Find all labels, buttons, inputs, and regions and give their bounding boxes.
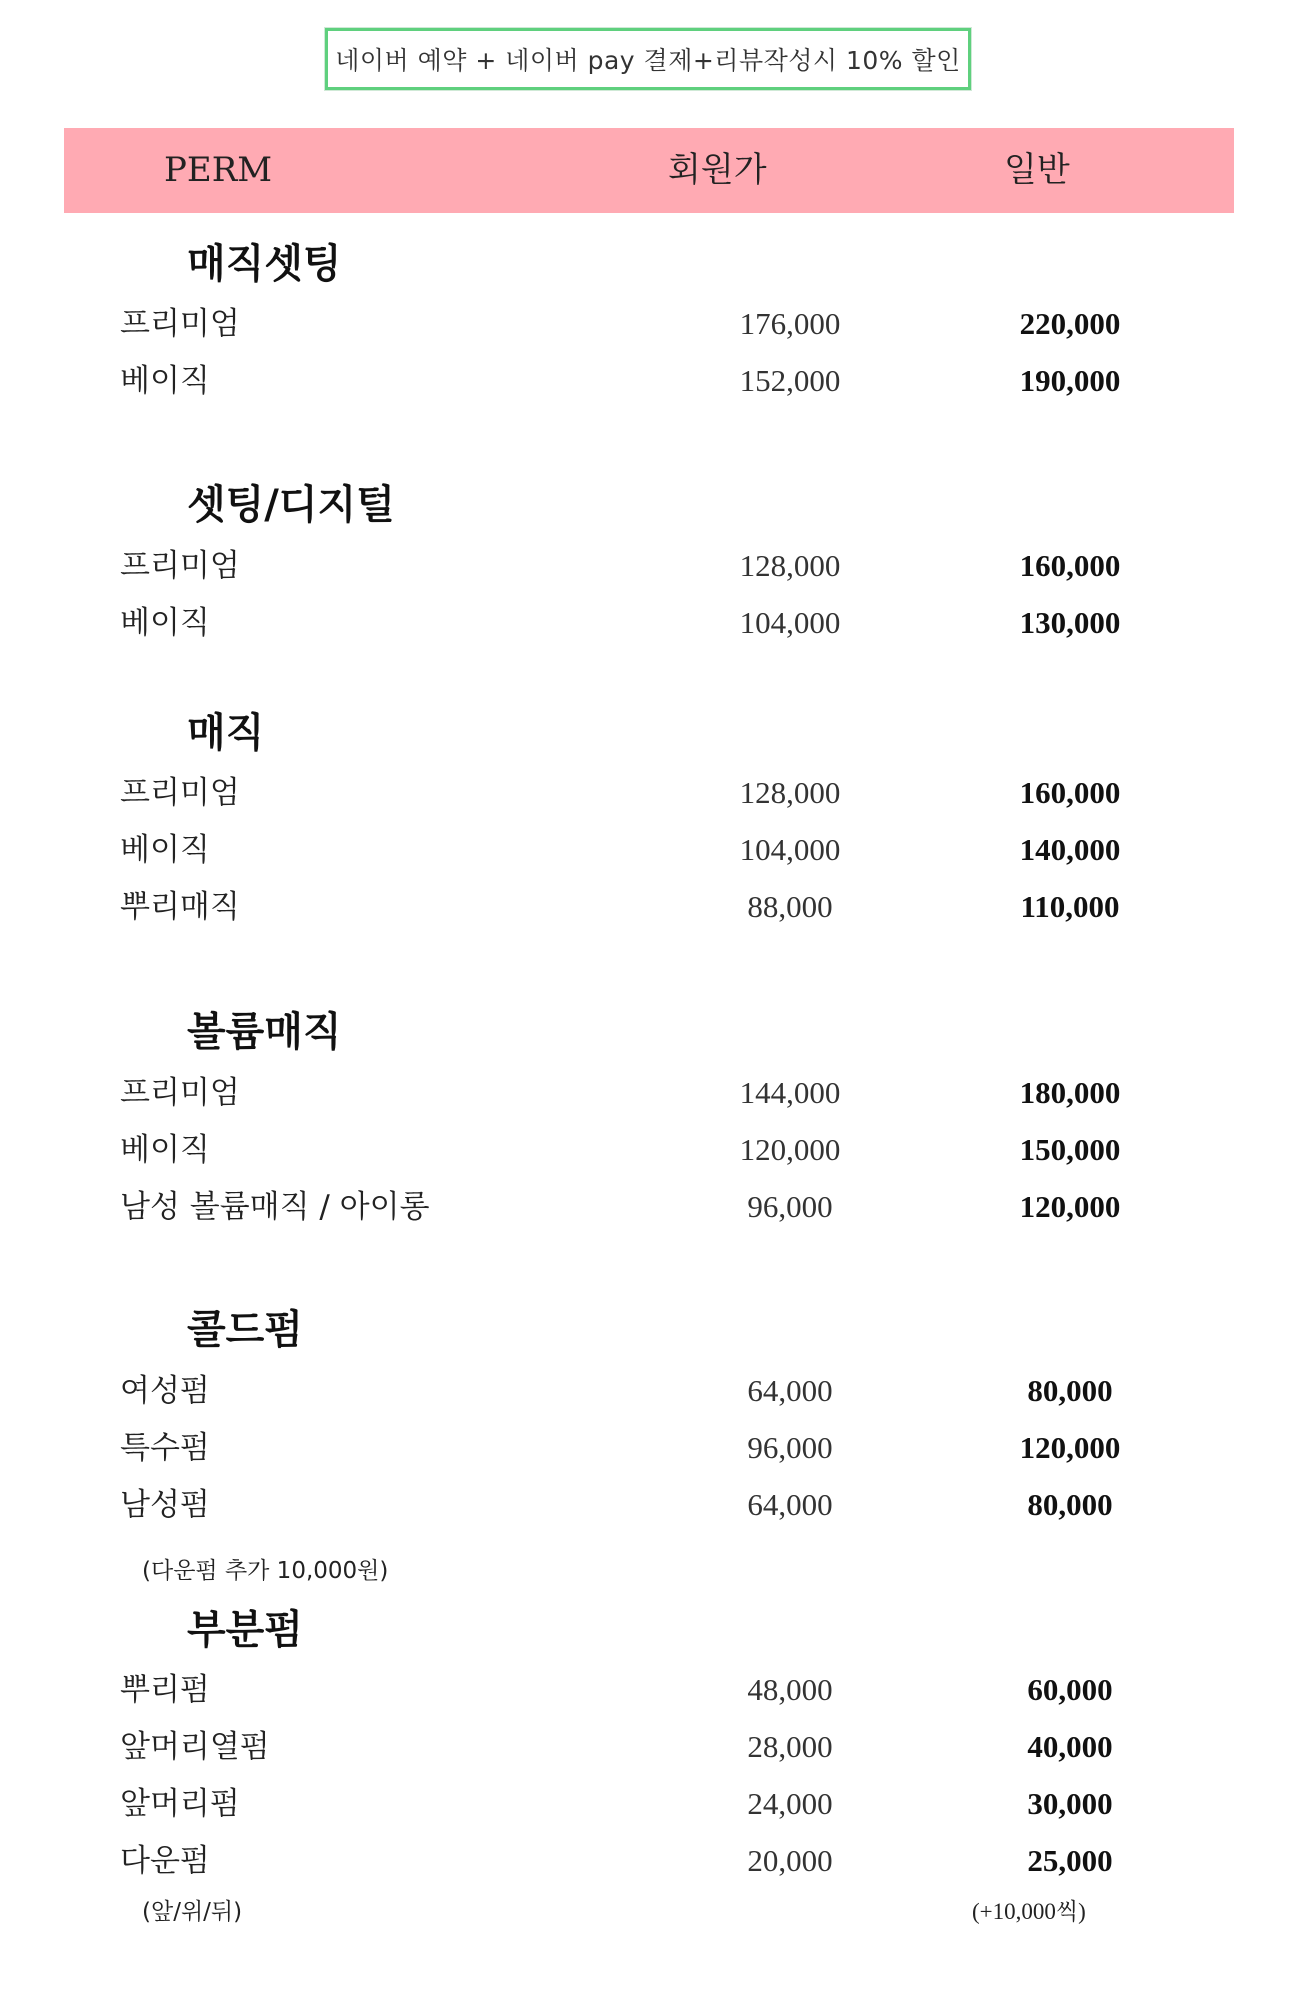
header-member-price: 회원가 <box>668 150 767 190</box>
member-price: 104,000 <box>739 605 841 640</box>
general-price: 180,000 <box>1019 1075 1121 1110</box>
price-row <box>120 1369 1113 1413</box>
general-price: 110,000 <box>1020 889 1120 924</box>
price-row <box>120 1426 1121 1470</box>
general-price: 120,000 <box>1019 1430 1121 1465</box>
member-price: 144,000 <box>739 1075 841 1110</box>
header-category: PERM <box>164 150 273 190</box>
member-price: 96,000 <box>747 1430 833 1465</box>
header-general-price: 일반 <box>1004 150 1070 190</box>
member-price: 24,000 <box>747 1786 833 1821</box>
general-price: 40,000 <box>1027 1729 1113 1764</box>
section-note: (다운펌 추가 10,000원) <box>142 1558 389 1584</box>
section-title: 매직 <box>187 710 265 756</box>
price-row <box>120 828 1121 872</box>
item-name: 프리미엄 <box>120 1075 240 1111</box>
item-name: 뿌리펌 <box>120 1672 210 1708</box>
price-row <box>120 771 1121 815</box>
member-price: 152,000 <box>739 363 841 398</box>
item-name: 앞머리열펌 <box>120 1729 270 1765</box>
member-price: 128,000 <box>739 548 841 583</box>
general-price: 120,000 <box>1019 1189 1121 1224</box>
item-name: 프리미엄 <box>120 306 240 342</box>
item-name: 프리미엄 <box>120 548 240 584</box>
general-price: 80,000 <box>1027 1373 1113 1408</box>
member-price: 96,000 <box>747 1189 833 1224</box>
general-price: 130,000 <box>1019 605 1121 640</box>
section-title: 콜드펌 <box>187 1307 303 1353</box>
general-price: 30,000 <box>1027 1786 1113 1821</box>
section-note: (앞/위/뒤) <box>142 1899 243 1925</box>
item-name: 앞머리펌 <box>120 1786 240 1822</box>
price-row <box>120 1128 1121 1172</box>
member-price: 176,000 <box>739 306 841 341</box>
member-price: 120,000 <box>739 1132 841 1167</box>
member-price: 128,000 <box>739 775 841 810</box>
price-row <box>120 359 1121 403</box>
section-title: 볼륨매직 <box>187 1009 342 1055</box>
price-row <box>120 1725 1113 1769</box>
price-row <box>120 1839 1113 1883</box>
section-title: 매직셋팅 <box>187 241 342 287</box>
general-price: 80,000 <box>1027 1487 1113 1522</box>
price-row <box>120 601 1121 645</box>
general-price: 160,000 <box>1019 775 1121 810</box>
price-row <box>120 1483 1113 1527</box>
general-price: 220,000 <box>1019 306 1121 341</box>
item-name: 특수펌 <box>120 1430 210 1466</box>
item-name: 베이직 <box>120 605 210 641</box>
general-price: 60,000 <box>1027 1672 1113 1707</box>
general-price: 150,000 <box>1019 1132 1121 1167</box>
member-price: 20,000 <box>747 1843 833 1878</box>
price-row <box>120 302 1121 346</box>
member-price: 64,000 <box>747 1373 833 1408</box>
item-name: 베이직 <box>120 363 210 399</box>
price-row <box>120 544 1121 588</box>
price-row <box>120 1668 1113 1712</box>
general-price: 25,000 <box>1027 1843 1113 1878</box>
member-price: 28,000 <box>747 1729 833 1764</box>
item-name: 베이직 <box>120 1132 210 1168</box>
section-title: 셋팅/디지털 <box>187 482 395 528</box>
price-row <box>120 1071 1121 1115</box>
item-name: 뿌리매직 <box>120 889 240 925</box>
general-price: 160,000 <box>1019 548 1121 583</box>
member-price: 64,000 <box>747 1487 833 1522</box>
member-price: 88,000 <box>747 889 833 924</box>
price-row <box>120 1185 1121 1229</box>
member-price: 48,000 <box>747 1672 833 1707</box>
item-name: 여성펌 <box>120 1373 210 1409</box>
price-row <box>120 885 1120 929</box>
member-price: 104,000 <box>739 832 841 867</box>
item-name: 프리미엄 <box>120 775 240 811</box>
discount-notice: 네이버 예약 + 네이버 pay 결제+리뷰작성시 10% 할인 <box>325 28 971 90</box>
price-table-header <box>64 128 1234 213</box>
item-name: 베이직 <box>120 832 210 868</box>
item-name: 남성 볼륨매직 / 아이롱 <box>120 1189 430 1225</box>
item-name: 남성펌 <box>120 1487 210 1523</box>
section-title: 부분펌 <box>187 1607 303 1653</box>
price-row <box>120 1782 1113 1826</box>
item-name: 다운펌 <box>120 1843 210 1879</box>
general-price: 190,000 <box>1019 363 1121 398</box>
general-price: 140,000 <box>1019 832 1121 867</box>
section-note-right: (+10,000씩) <box>972 1899 1086 1924</box>
